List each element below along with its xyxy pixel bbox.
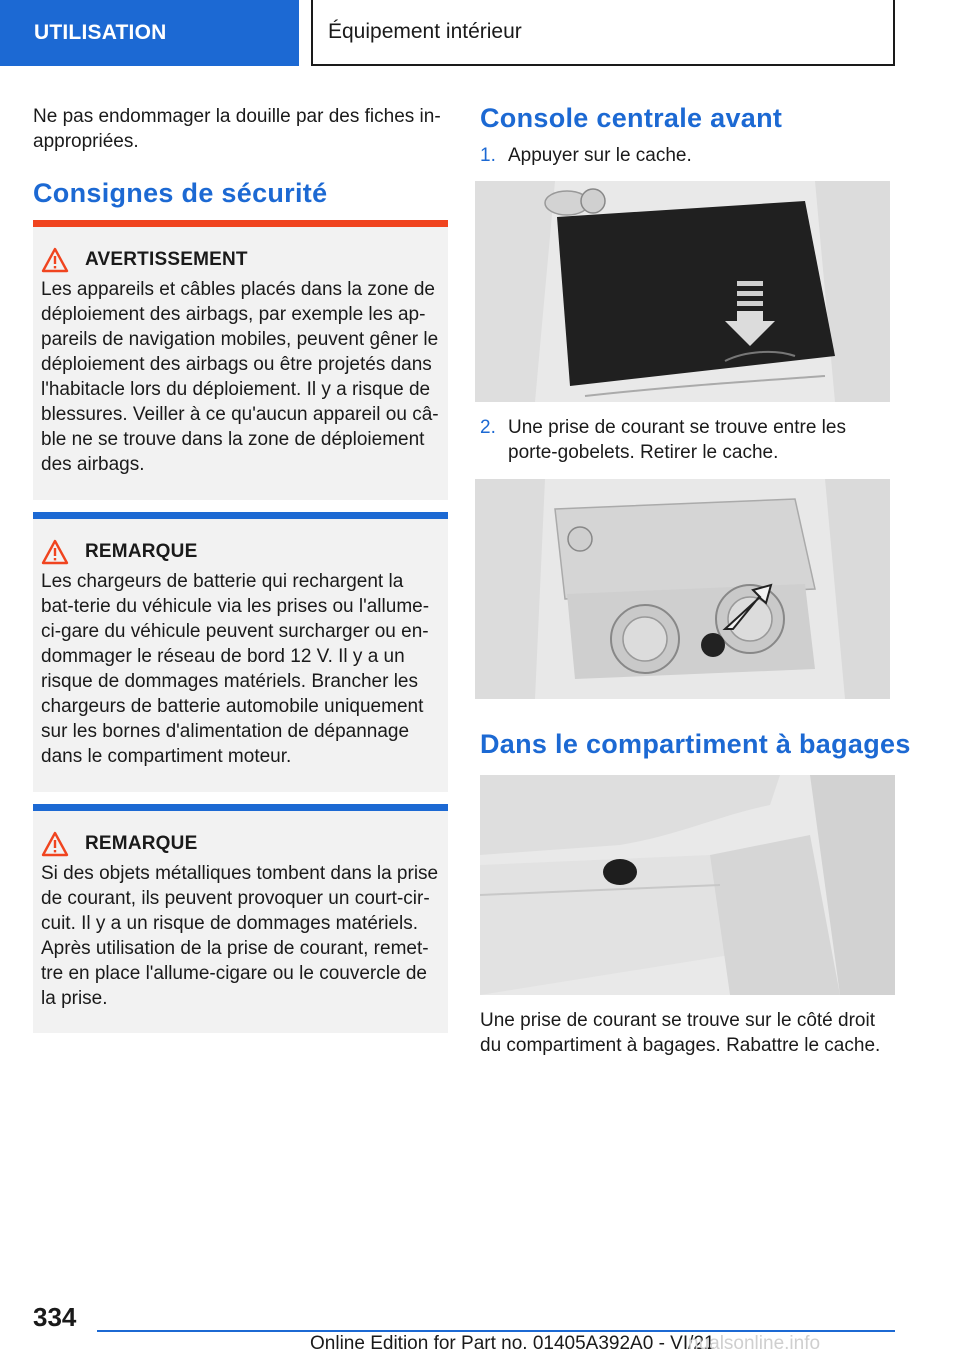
trunk-socket-photo: [480, 775, 895, 995]
notice-accent-bar: [33, 512, 448, 519]
lead-paragraph: Ne pas endommager la douille par des fiches in-appropriées.: [33, 106, 441, 152]
battery-charger-notice: [33, 512, 448, 792]
warning-notice: [33, 220, 448, 500]
step-number: 1.: [480, 145, 496, 166]
warning-triangle-icon: [41, 539, 69, 565]
warning-triangle-icon: [41, 247, 69, 273]
chapter-title: Équipement intérieur: [328, 20, 522, 43]
console-cover-photo: [475, 181, 890, 402]
notice-text: Les chargeurs de batterie qui rechargent la bat-terie du véhicule via les prises ou l'allume-ci-gare du véhicule peuvent surcharger ou en-dommager le réseau de bord 12 V. Il y a un risque de dommages matériels. Brancher les chargeurs de batterie automobile uniquement sur les bornes d'alimentation de dépannage dans le compartiment moteur.: [41, 571, 430, 767]
metal-objects-notice: [33, 804, 448, 1033]
safety-heading: Consignes de sécurité: [33, 178, 328, 208]
trunk-caption: Une prise de courant se trouve sur le côté droit du compartiment à bagages. Rabattre le cache.: [480, 1010, 881, 1056]
warning-triangle-icon: [41, 831, 69, 857]
cupholder-socket-photo: [475, 479, 890, 699]
section-title: UTILISATION: [34, 21, 167, 44]
step-number: 2.: [480, 417, 496, 438]
page-number: 334: [33, 1302, 77, 1332]
chapter-header: [311, 0, 895, 66]
footer-divider: [97, 1330, 895, 1332]
edition-text: Online Edition for Part no. 01405A392A0 - VI/21: [310, 1333, 715, 1354]
step-text: Une prise de courant se trouve entre les porte-gobelets. Retirer le cache.: [508, 417, 846, 463]
notice-text: Si des objets métalliques tombent dans la prise de courant, ils peuvent provoquer un court-cir-cuit. Il y a un risque de dommages matériels. Après utilisation de la prise de courant, remet-tre en place l'allume-cigare ou le couvercle de la prise.: [41, 863, 439, 1009]
notice-text: Les appareils et câbles placés dans la zone de déploiement des airbags, par exemple les ap-pareils de navigation mobiles, peuvent gêner le déploiement des airbags ou être projetés dans l'habitacle lors du déploiement. Il y a risque de blessures. Veiller à ce qu'aucun appareil ou câ-ble ne se trouve dans la zone de déploiement des airbags.: [41, 279, 439, 475]
front-console-heading: Console centrale avant: [480, 103, 783, 133]
notice-accent-bar: [33, 220, 448, 227]
step-1: [480, 143, 880, 168]
notice-title: AVERTISSEMENT: [85, 249, 248, 270]
watermark: nualsonline.info: [688, 1333, 821, 1354]
notice-accent-bar: [33, 804, 448, 811]
trunk-heading: Dans le compartiment à bagages: [480, 729, 911, 759]
step-text: Appuyer sur le cache.: [508, 145, 692, 166]
notice-title: REMARQUE: [85, 541, 198, 562]
step-2: [480, 415, 880, 465]
section-tab: [0, 0, 299, 66]
notice-title: REMARQUE: [85, 833, 198, 854]
